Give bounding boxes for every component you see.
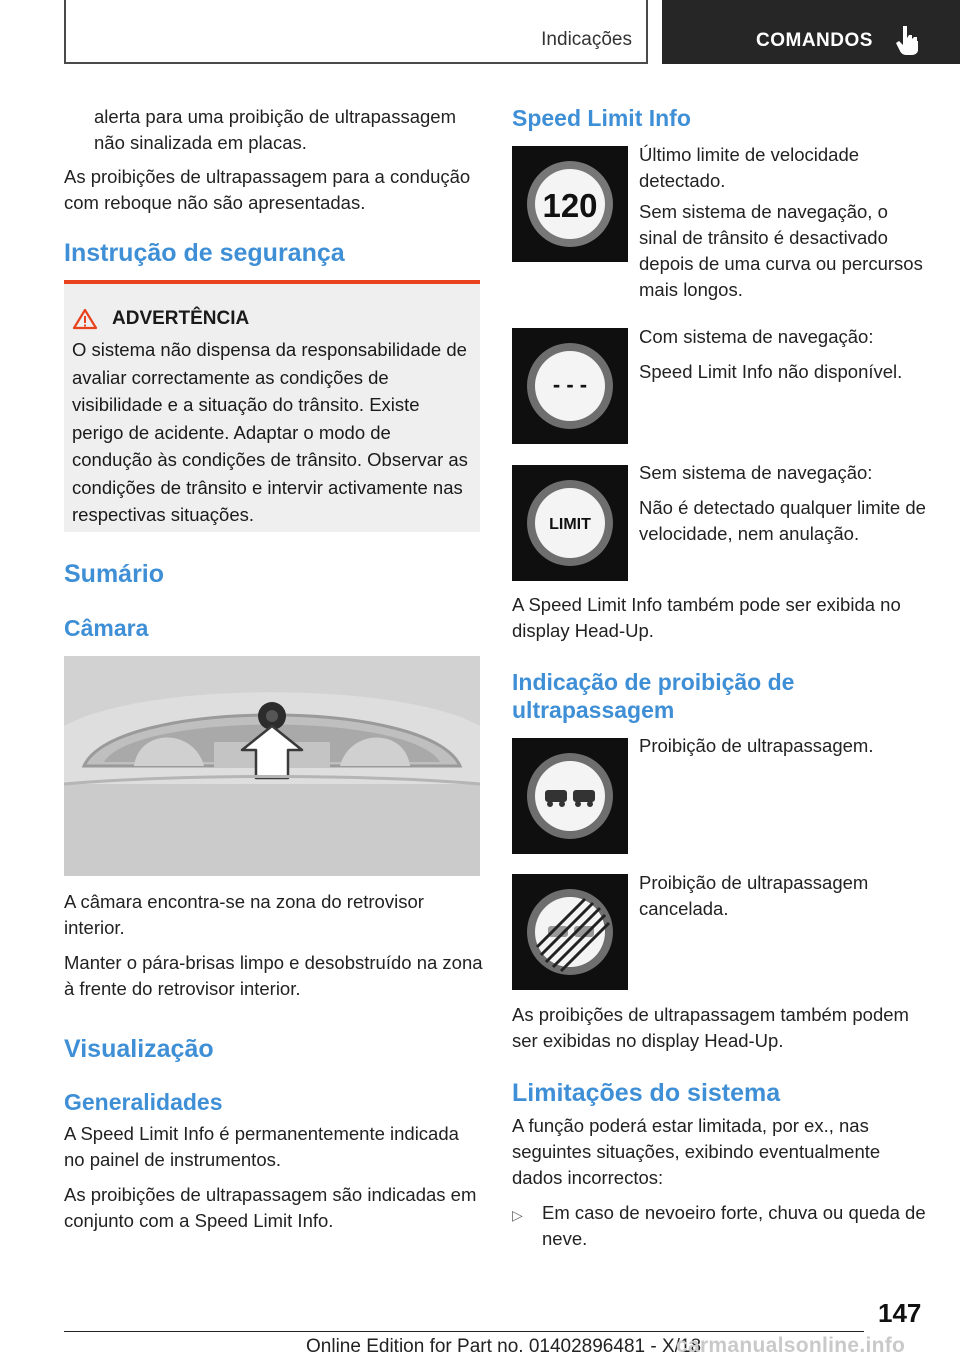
camera-location-illustration [64,656,480,876]
intro-text: As proibições de ultrapassagem para a condução com reboque não são apresentadas. [64,166,471,213]
limits-intro: A função poderá estar limitada, por ex., nas seguintes situações, exibindo eventualmente dados incorrectos: [512,1115,881,1188]
limits-text [512,1113,932,1252]
sign2-paragraph-1: Com sistema de navegação: [639,326,874,347]
warning-triangle-icon [72,308,98,330]
summary-heading: Sumário [64,560,165,588]
speed-limit-info-heading: Speed Limit Info [512,105,691,131]
header-chapter-tab [662,0,960,64]
display-heading: Visualização [64,1035,214,1063]
general-heading: Generalidades [64,1089,223,1115]
speed-limit-unavailable-sign [512,328,628,444]
sign-unavailable-value: - - - [552,372,588,397]
end-no-passing-text [639,870,931,931]
warning-text: O sistema não dispensa da responsabilidade de avaliar correctamente as condições de visibilidade e a situação do trânsito. Existe perigo de acidente. Adaptar o modo de condução às condições de trânsito. Observar as condições de trânsito e intervir activamente nas respectivas situações. [72,339,468,525]
bullet-text: Em caso de nevoeiro forte, chuva ou queda de neve. [542,1202,926,1249]
warning-title-row [72,308,472,330]
sign3-paragraph-1: Sem sistema de navegação: [639,462,873,483]
no-passing-hud-text [512,1002,932,1063]
sign-120-value: 120 [542,187,598,224]
header-section-tab [64,0,648,64]
end-no-passing-paragraph: Proibição de ultrapassagem cancelada. [639,872,869,919]
sign2-text [639,324,931,394]
bullet-triangle-icon: ▷ [512,1207,523,1223]
no-passing-text [639,733,931,768]
page-number: 147 [878,1298,922,1328]
general-paragraph-1: A Speed Limit Info é permanentemente indicada no painel de instrumentos. [64,1123,459,1170]
limit-not-detected-sign [512,465,628,581]
warning-title: ADVERTÊNCIA [112,308,250,329]
camera-paragraph-2: Manter o pára-brisas limpo e desobstruído na zona à frente do retrovisor interior. [64,952,483,999]
sign3-text [639,460,931,556]
warning-box [64,280,480,532]
sign1-text-2 [512,199,931,312]
hud-paragraph: A Speed Limit Info também pode ser exibida no display Head-Up. [512,594,901,641]
sign3-paragraph-2: Não é detectado qualquer limite de velocidade, nem anulação. [639,497,926,544]
safety-heading: Instrução de segurança [64,239,345,267]
camera-paragraph-1: A câmara encontra-se na zona do retrovisor interior. [64,891,424,938]
no-passing-heading: Indicação de proibição de ultrapassagem [512,669,795,723]
limits-heading: Limitações do sistema [512,1079,781,1107]
sign1-text-1 [639,142,931,203]
general-paragraph-2: As proibições de ultrapassagem são indicadas em conjunto com a Speed Limit Info. [64,1184,477,1231]
sign1-paragraph-2: Sem sistema de navegação, o sinal de trânsito é desactivado depois de uma curva ou percursos mais longos. [639,201,923,300]
no-passing-hud-paragraph: As proibições de ultrapassagem também podem ser exibidas no display Head-Up. [512,1004,909,1051]
sign2-paragraph-2: Speed Limit Info não disponível. [639,361,903,382]
sign-limit-value: LIMIT [549,516,591,533]
footer-edition: Online Edition for Part no. 01402896481 - X/18 [306,1336,702,1357]
intro-block [64,164,484,225]
camera-heading: Câmara [64,615,149,641]
hud-text [512,592,932,653]
end-no-passing-sign [512,874,628,990]
watermark: carmanualsonline.info [676,1334,906,1357]
list-item [512,1200,932,1252]
no-passing-sign [512,738,628,854]
sign1-paragraph-1: Último limite de velocidade detectado. [639,144,860,191]
general-text [64,1121,484,1243]
no-passing-paragraph: Proibição de ultrapassagem. [639,735,874,756]
hand-pointer-icon [894,24,922,56]
camera-text [64,889,484,1011]
header-section-label: Indicações [541,29,632,50]
intro-indent [94,104,484,165]
footer-divider [64,1331,864,1332]
header-chapter-label: COMANDOS [756,30,873,51]
intro-indent-text: alerta para uma proibição de ultrapassagem não sinalizada em placas. [94,106,456,153]
